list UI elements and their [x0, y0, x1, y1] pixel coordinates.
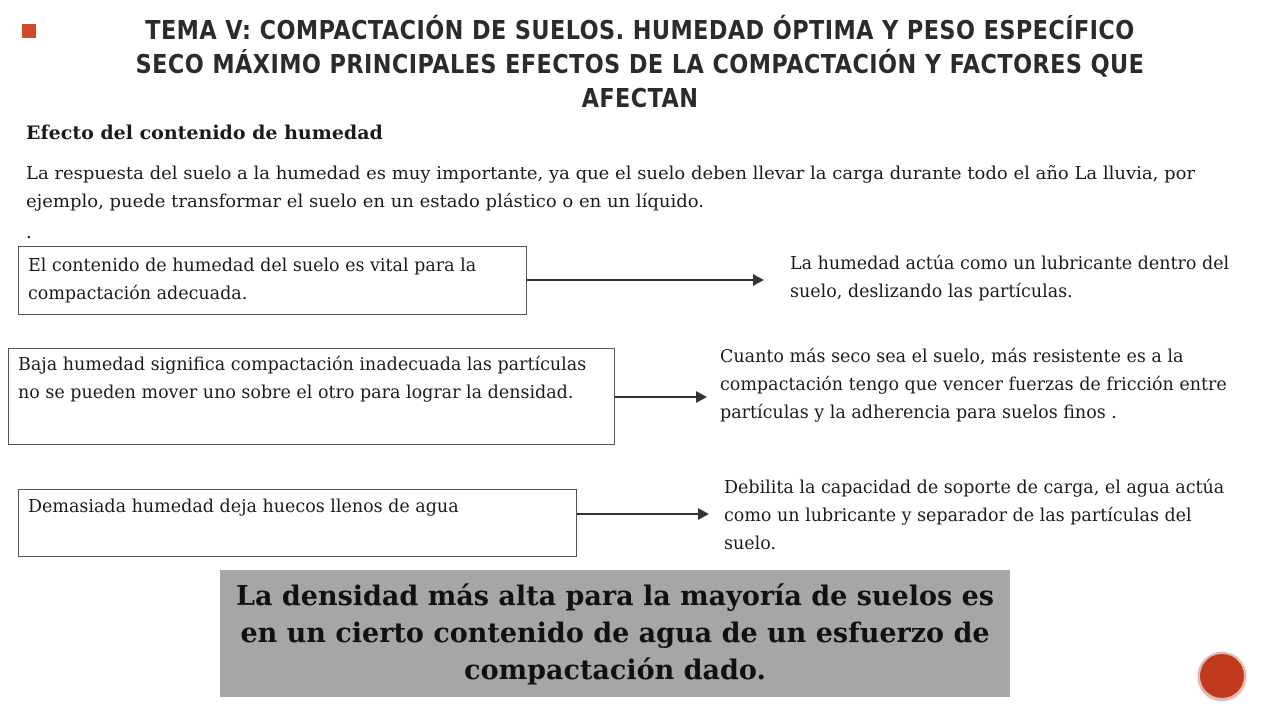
stray-dot: .	[26, 222, 32, 243]
arrow-right-icon	[577, 513, 707, 515]
moisture-box-2: Baja humedad significa compactación inadecuada las partículas no se pueden mover uno sobre el otro para lograr la densidad.	[8, 348, 615, 445]
conclusion-highlight: La densidad más alta para la mayoría de suelos es en un cierto contenido de agua de un esfuerzo de compactación dado.	[220, 570, 1010, 697]
moisture-box-3: Demasiada humedad deja huecos llenos de agua	[18, 489, 577, 557]
moisture-note-1: La humedad actúa como un lubricante dentro del suelo, deslizando las partículas.	[790, 254, 1230, 302]
circle-button-icon[interactable]	[1198, 652, 1246, 700]
slide-title: TEMA V: COMPACTACIÓN DE SUELOS. HUMEDAD ÓPTIMA Y PESO ESPECÍFICO SECO MÁXIMO PRINCIPALES EFECTOS DE LA COMPACTACIÓN Y FACTORES QUE AFECTAN	[135, 16, 1145, 114]
moisture-box-1: El contenido de humedad del suelo es vital para la compactación adecuada.	[18, 246, 527, 315]
moisture-note-3: Debilita la capacidad de soporte de carga, el agua actúa como un lubricante y separador de las partículas del suelo.	[724, 478, 1225, 554]
section-heading: Efecto del contenido de humedad	[26, 122, 383, 144]
intro-paragraph: La respuesta del suelo a la humedad es muy importante, ya que el suelo deben llevar la carga durante todo el año La lluvia, por ejemplo, puede transformar el suelo en un estado plástico o en un líquido.	[26, 163, 1196, 212]
moisture-note-2: Cuanto más seco sea el suelo, más resistente es a la compactación tengo que vencer fuerzas de fricción entre partículas y la adherencia para suelos finos .	[720, 347, 1227, 423]
arrow-right-icon	[527, 279, 762, 281]
arrow-right-icon	[615, 396, 705, 398]
title-bullet-icon	[22, 24, 36, 38]
